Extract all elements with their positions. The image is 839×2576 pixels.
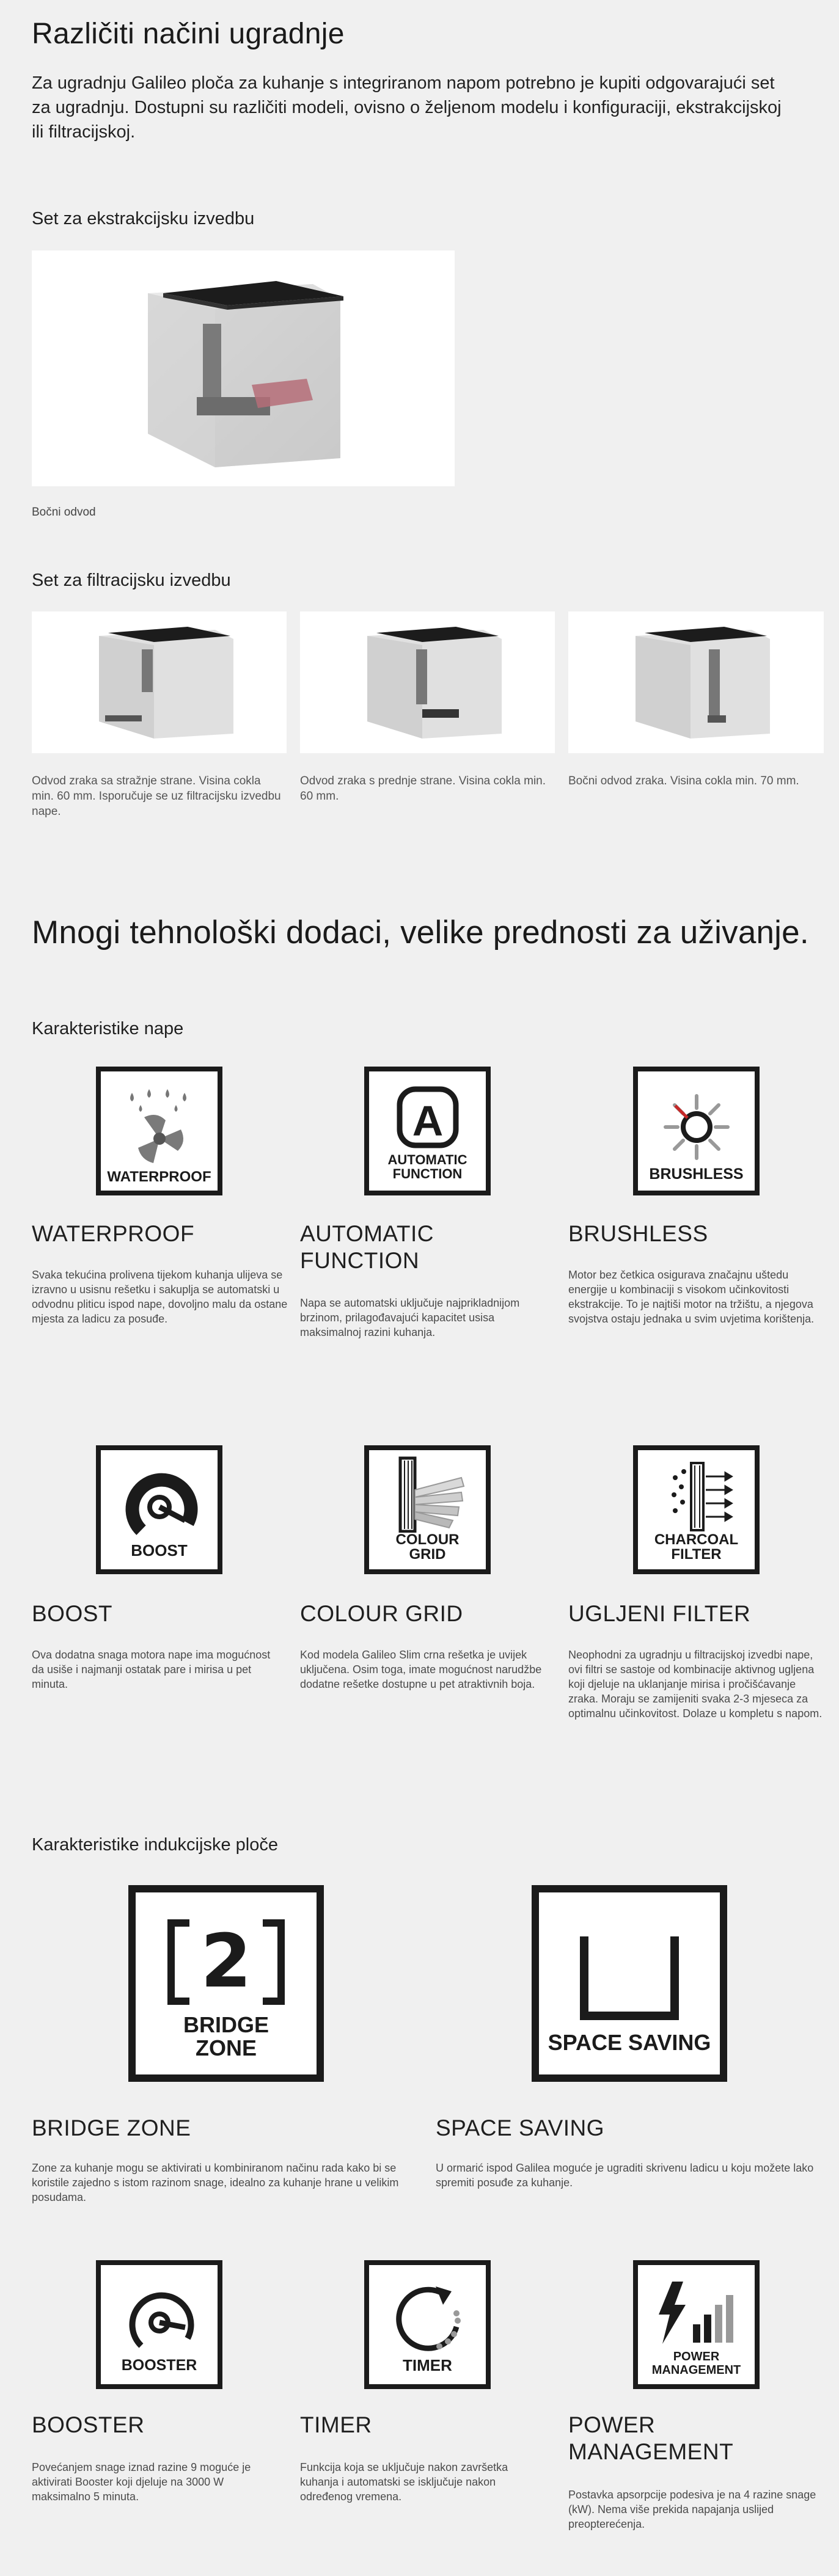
charcoal-filter-desc: Neophodni za ugradnju u filtracijskoj izvedbi nape, ovi filtri se sastoje od kombinacije aktivnog ugljena koji djeluje na uklanjanje mirisa i pročišćavanje zraka. Moraju se zamijeniti svaka 2-3 mjeseca za optimalnu učinkovitost. Dolaze u kompletu s napom. bbox=[568, 1649, 823, 1720]
timer-desc: Funkcija koja se uključuje nakon završetka kuhanja i automatski se isključuje nakon određenog vremena. bbox=[300, 2461, 508, 2503]
colour-grid-icon bbox=[364, 1445, 491, 1574]
colour-grid-desc: Kod modela Galileo Slim crna rešetka je uvijek uključena. Osim toga, imate mogućnost narudžbe dodatne rešetke dostupne u pet atraktivnih boja. bbox=[300, 1649, 542, 1690]
space-saving-icon-label: SPACE SAVING bbox=[548, 2030, 711, 2055]
automatic-function-icon-label: AUTOMATIC FUNCTION bbox=[387, 1152, 467, 1181]
colour-grid-icon-label: COLOUR GRID bbox=[395, 1531, 460, 1563]
filtration-caption-2: Odvod zraka s prednje strane. Visina cokla min. 60 mm. bbox=[300, 775, 546, 803]
install-intro: Za ugradnju Galileo ploča za kuhanje s integriranom napom potrebno je kupiti odgovarajući set za ugradnju. Dostupni su različiti modeli, ovisno o željenom modelu i konfiguraciji, ekstrakcijskoj ili filtracijskoj. bbox=[32, 73, 782, 142]
boost-title: BOOST bbox=[32, 1601, 113, 1626]
filtration-caption-1: Odvod zraka sa stražnje strane. Visina cokla min. 60 mm. Isporučuje se uz filtracijsku izvedbu nape. bbox=[32, 775, 281, 818]
filtration-set-label: Set za filtracijsku izvedbu bbox=[32, 571, 231, 590]
booster-icon-label: BOOSTER bbox=[121, 2357, 197, 2374]
hood-features-label: Karakteristike nape bbox=[32, 1019, 184, 1038]
filtration-caption-3: Bočni odvod zraka. Visina cokla min. 70 mm. bbox=[568, 775, 799, 787]
space-saving-desc: U ormarić ispod Galilea moguće je ugraditi skrivenu ladicu u koju možete lako spremiti posuđe za kuhanje. bbox=[436, 2162, 814, 2189]
filtration-front-image bbox=[300, 611, 555, 753]
extraction-set-label: Set za ekstrakcijsku izvedbu bbox=[32, 209, 255, 228]
power-management-icon bbox=[633, 2260, 760, 2389]
timer-title: TIMER bbox=[300, 2412, 372, 2437]
bridge-zone-desc: Zone za kuhanje mogu se aktivirati u kombiniranom načinu rada kako bi se koristile zajedno s istom razinom snage, idealno za kuhanje hrane u velikim posudama. bbox=[32, 2162, 399, 2203]
charcoal-filter-title: UGLJENI FILTER bbox=[568, 1601, 751, 1626]
automatic-function-desc: Napa se automatski uključuje najprikladnijom brzinom, prilagođavajući kapacitet usisa maksimalnoj razini kuhanja. bbox=[300, 1297, 520, 1338]
automatic-function-title: AUTOMATIC FUNCTION bbox=[300, 1221, 434, 1273]
space-saving-title: SPACE SAVING bbox=[436, 2115, 605, 2140]
automatic-function-icon bbox=[364, 1067, 491, 1195]
boost-icon bbox=[96, 1445, 222, 1574]
power-management-icon-label: POWER MANAGEMENT bbox=[651, 2350, 741, 2377]
charcoal-filter-icon-label: CHARCOAL FILTER bbox=[654, 1531, 739, 1563]
bridge-zone-icon-number: 2 bbox=[200, 1919, 252, 2004]
brushless-desc: Motor bez četkica osigurava značajnu uštedu energije u kombinaciji s visokom učinkovitosti ekstrakcije. To je najtiši motor na tržištu, a njegova svojstva ostaju jednaka u svim uvjetima korištenja. bbox=[568, 1269, 815, 1325]
timer-icon-label: TIMER bbox=[403, 2356, 452, 2374]
waterproof-desc: Svaka tekućina prolivena tijekom kuhanja ulijeva se izravno u usisnu rešetku i sakuplja se automatski u odvodnu pliticu ispod nape, dovoljno malu da ostane mjesta za ladicu za posuđe. bbox=[32, 1269, 288, 1325]
tech-title: Mnogi tehnološki dodaci, velike prednosti za uživanje. bbox=[32, 914, 809, 950]
bridge-zone-icon-label: BRIDGE ZONE bbox=[183, 2012, 269, 2060]
extraction-set-image bbox=[32, 250, 455, 486]
booster-desc: Povećanjem snage iznad razine 9 moguće je aktivirati Booster koji djeluje na 3000 W maksimalno 5 minuta. bbox=[32, 2461, 251, 2503]
waterproof-icon-label: WATERPROOF bbox=[107, 1169, 211, 1185]
waterproof-icon bbox=[96, 1067, 222, 1195]
colour-grid-title: COLOUR GRID bbox=[300, 1601, 463, 1626]
boost-desc: Ova dodatna snaga motora nape ima mogućnost da usiše i najmanji ostatak pare i mirisa u pet minuta. bbox=[32, 1649, 271, 1690]
power-management-desc: Postavka apsorpcije podesiva je na 4 razine snage (kW). Nema više prekida napajanja uslijed preopterećenja. bbox=[568, 2489, 816, 2530]
bridge-zone-icon bbox=[128, 1885, 324, 2082]
brushless-icon bbox=[633, 1067, 760, 1195]
power-management-title: POWER MANAGEMENT bbox=[568, 2412, 734, 2464]
hob-features-label: Karakteristike indukcijske ploče bbox=[32, 1835, 278, 1855]
filtration-side-image bbox=[568, 611, 824, 753]
timer-icon bbox=[364, 2260, 491, 2389]
bridge-zone-title: BRIDGE ZONE bbox=[32, 2115, 191, 2140]
waterproof-title: WATERPROOF bbox=[32, 1221, 195, 1246]
brushless-title: BRUSHLESS bbox=[568, 1221, 708, 1246]
space-saving-icon bbox=[532, 1885, 727, 2082]
filtration-rear-image bbox=[32, 611, 287, 753]
extraction-caption: Bočni odvod bbox=[32, 506, 96, 519]
boost-icon-label: BOOST bbox=[131, 1541, 188, 1560]
booster-title: BOOSTER bbox=[32, 2412, 145, 2437]
svg-text:A: A bbox=[412, 1097, 443, 1145]
brushless-icon-label: BRUSHLESS bbox=[649, 1166, 744, 1183]
charcoal-filter-icon bbox=[633, 1445, 760, 1574]
install-title: Različiti načini ugradnje bbox=[32, 18, 345, 50]
booster-icon bbox=[96, 2260, 222, 2389]
